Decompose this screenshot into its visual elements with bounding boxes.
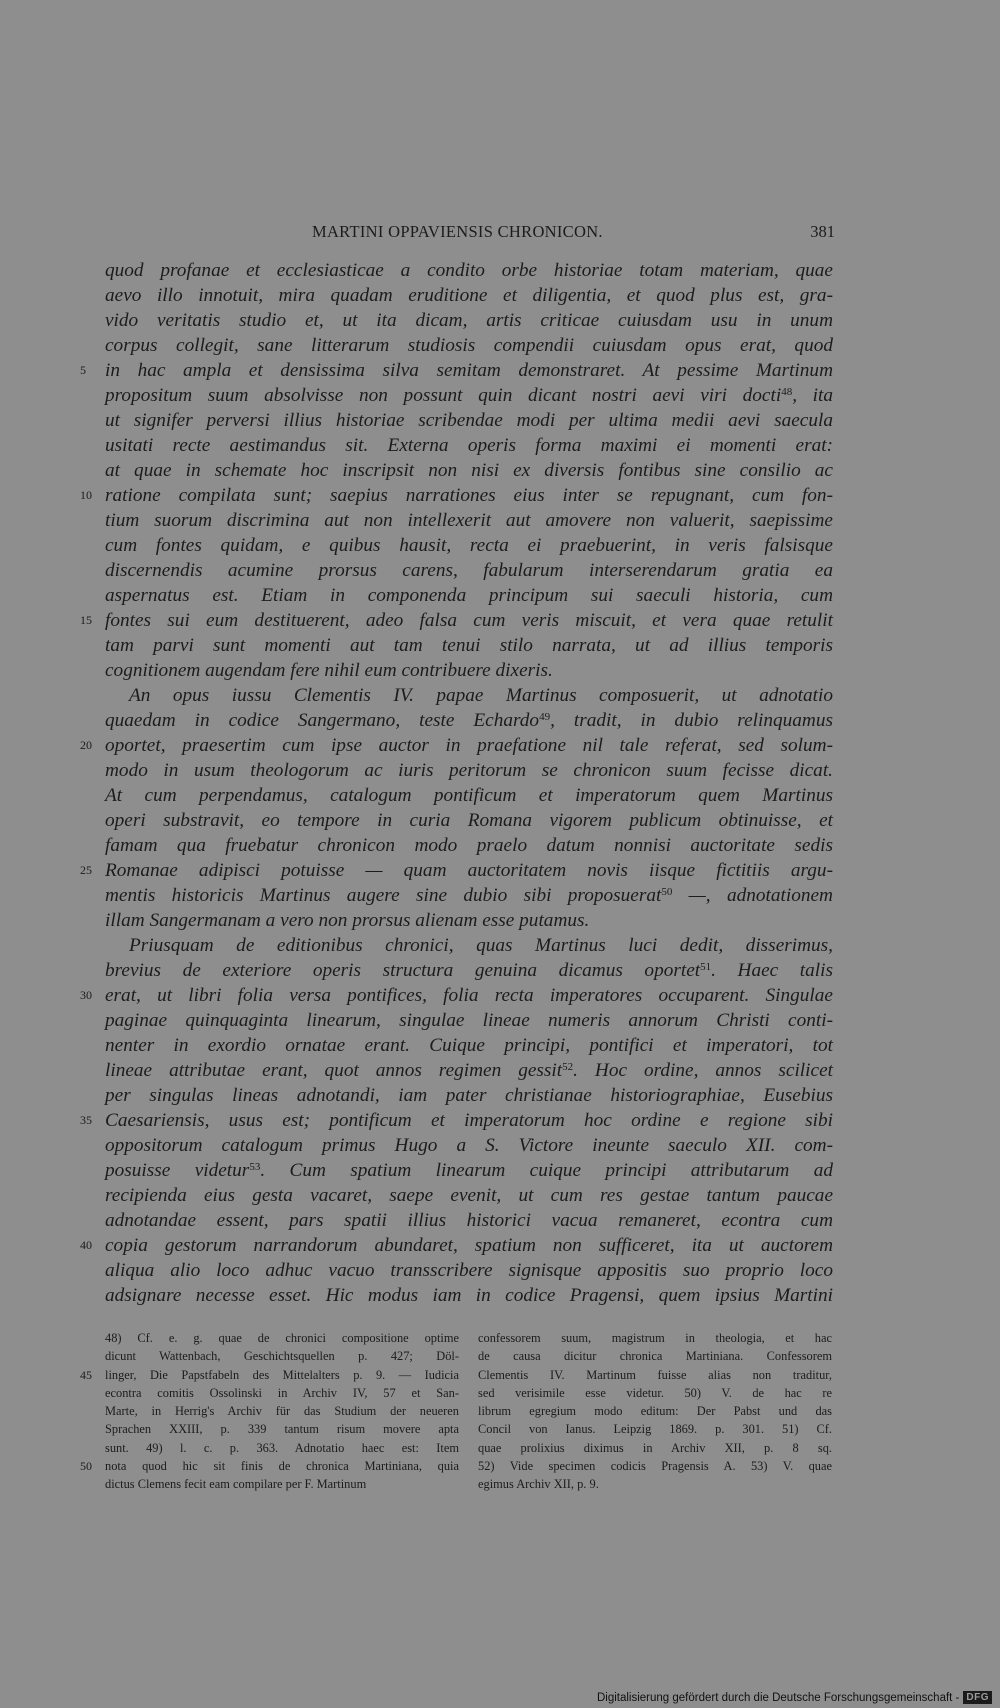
running-header [105,222,835,246]
line-text: confessorem suum, magistrum in theologia, et hac [478,1331,832,1345]
footnote-ref: 50 [661,886,673,898]
line-text: At cum perpendamus, catalogum pontificum et imperatorum quem Martinus [105,785,833,806]
line-text: aspernatus est. Etiam in componenda principum sui saeculi historia, cum [105,585,833,606]
line-text-cont: , tradit, in dubio relinquamus [550,710,833,731]
line-text: de causa dicitur chronica Martiniana. Confessorem [478,1349,832,1364]
text-line [80,733,833,758]
text-line [105,533,833,558]
line-text: illam Sangermanam a vero non prorsus alienam esse putamus. [105,910,590,931]
line-text: Romanae adipisci potuisse — quam auctoritatem novis iisque fictitiis argu- [105,860,833,881]
footnote-line [105,1347,459,1365]
text-line [105,258,833,283]
footnote-line [478,1384,832,1402]
line-text: oportet, praesertim cum ipse auctor in praefatione nil tale referat, sed solum- [105,735,833,756]
text-line [105,933,833,958]
line-text-cont: , ita [792,385,833,406]
footnote-line [80,1366,459,1384]
footnote-line [478,1420,832,1438]
line-text-cont: —, adnotationem [672,885,833,906]
text-line [80,483,833,508]
text-line [105,308,833,333]
line-text: sed verisimile esse videtur. 50) V. de hac re [478,1385,832,1400]
text-line [105,883,833,908]
line-text: discernendis acumine prorsus carens, fabularum interserendarum gratia ea [105,560,833,581]
line-text: Clementis IV. Martinum fuisse alias non traditur, [478,1367,832,1382]
line-number: 25 [80,863,92,877]
text-line [105,683,833,708]
line-text: Marte, in Herrig's Archiv für das Studium der neueren [105,1404,459,1419]
line-text-cont: . Hoc ordine, annos scilicet [573,1060,833,1081]
line-text: sunt. 49) l. c. p. 363. Adnotatio haec est: Item [105,1440,459,1455]
line-text: adsignare necesse esset. Hic modus iam in codice Pragensi, quem ipsius Martini [105,1285,833,1306]
line-text: nota quod hic sit finis de chronica Martiniana, quia [105,1459,459,1474]
text-line [105,433,833,458]
line-text: erat, ut libri folia versa pontifices, folia recta imperatores occuparent. Singulae [105,985,833,1006]
line-text: famam qua fruebatur chronicon modo praelo datum nonnisi auctoritate sedis [105,835,833,856]
line-text: 48) Cf. e. g. quae de chronici compositione optime [105,1331,459,1345]
line-text: nenter in exordio ornatae erant. Cuique principi, pontifici et imperatori, tot [105,1035,833,1056]
footnotes-right-column [478,1329,832,1494]
line-text: Concil von Ianus. Leipzig 1869. p. 301. 51) Cf. [478,1422,832,1437]
text-line [105,633,833,658]
funding-footer [597,1691,992,1704]
line-number: 35 [80,1113,92,1127]
footnotes [80,1329,835,1509]
footnote-ref: 52 [562,1061,574,1073]
footnote-line [478,1457,832,1475]
text-line [80,1233,833,1258]
text-line [105,1283,833,1308]
line-text: per singulas lineas adnotandi, iam pater christianae historiographiae, Eusebius [105,1085,833,1106]
text-line [80,858,833,883]
footnote-line [478,1439,832,1457]
line-text: aevo illo innotuit, mira quadam eruditione et diligentia, et quod plus est, gra- [105,285,833,306]
line-text: operi substravit, eo tempore in curia Romana vigorem publicum obtinuisse, et [105,810,833,831]
line-text: adnotandae essent, pars spatii illius historici vacua remaneret, econtra cum [105,1210,833,1231]
line-text: Sprachen XXIII, p. 339 tantum risum movere apta [105,1422,459,1437]
footnote-line [478,1366,832,1384]
text-line [105,1033,833,1058]
footnote-line [105,1329,459,1347]
line-text: Priusquam de editionibus chronici, quas Martinus luci dedit, disserimus, [129,935,833,956]
line-text: dictus Clemens fecit eam compilare per F. Martinum [105,1477,367,1492]
line-number: 20 [80,738,92,752]
line-text: oppositorum catalogum primus Hugo a S. Victore ineunte saeculo XII. com- [105,1135,833,1156]
line-text: ratione compilata sunt; saepius narrationes eius inter se repugnant, cum fon- [105,485,833,506]
line-text: tium suorum discrimina aut non intellexerit aut amovere non valuerit, saepissime [105,510,833,531]
line-text-cont: . Cum spatium linearum cuique principi attributarum ad [260,1160,833,1181]
footnote-ref: 51 [700,961,712,973]
main-text [80,258,833,1308]
footnote-line [105,1439,459,1457]
line-text: cum fontes quidam, e quibus hausit, recta ei praebuerint, in veris falsisque [105,535,833,556]
line-text: paginae quinquaginta linearum, singulae lineae numeris annorum Christi conti- [105,1010,833,1031]
line-number: 15 [80,613,92,627]
text-line [105,1008,833,1033]
footnote-ref: 49 [539,711,551,723]
footnote-ref: 53 [249,1161,261,1173]
line-text: modo in usum theologorum ac iuris peritorum se chronicon suum fecisse dicat. [105,760,833,781]
text-line [105,833,833,858]
line-text-cont: . Haec talis [711,960,833,981]
line-text: aliqua alio loco adhuc vacuo transscribere signisque appositis suo proprio loco [105,1260,833,1281]
text-line [105,408,833,433]
line-number: 5 [80,363,86,377]
funding-text: Digitalisierung gefördert durch die Deutsche Forschungsgemeinschaft - [596,1691,960,1704]
line-text: quaedam in codice Sangermano, teste Echardo [105,710,540,731]
footnote-line [478,1402,832,1420]
line-text: copia gestorum narrandorum abundaret, spatium non sufficeret, ita ut auctorem [105,1235,833,1256]
text-line [80,983,833,1008]
line-text: lineae attributae erant, quot annos regimen gessit [105,1060,563,1081]
line-text: recipienda eius gesta vacaret, saepe evenit, ut cum res gestae tantum paucae [105,1185,833,1206]
footnote-line [105,1384,459,1402]
line-text: egimus Archiv XII, p. 9. [478,1477,599,1492]
line-text: vido veritatis studio et, ut ita dicam, artis criticae cuiusdam usu in unum [105,310,833,331]
line-text: at quae in schemate hoc inscripsit non nisi ex diversis fontibus sine consilio ac [105,460,833,481]
text-line [105,1208,833,1233]
line-text: librum egregium modo editum: Der Pabst und das [478,1404,832,1419]
line-text: 52) Vide specimen codicis Pragensis A. 53) V. quae [478,1459,832,1474]
line-text: in hac ampla et densissima silva semitam demonstraret. At pessime Martinum [105,360,833,381]
footnote-line [105,1475,459,1493]
text-line [105,908,833,933]
text-line [105,383,833,408]
line-text: mentis historicis Martinus augere sine dubio sibi proposuerat [105,885,662,906]
line-text: posuisse videtur [105,1160,250,1181]
text-line [105,1158,833,1183]
text-line [105,783,833,808]
line-text: linger, Die Papstfabeln des Mittelalters p. 9. — Iudicia [105,1367,459,1382]
line-text: dicunt Wattenbach, Geschichtsquellen p. 427; Döl- [105,1349,459,1364]
line-text: usitati recte aestimandus sit. Externa operis forma maximi ei momenti erat: [105,435,833,456]
text-line [80,1108,833,1133]
line-text: propositum suum absolvisse non possunt quin dicant nostri aevi viri docti [105,385,782,406]
text-line [105,283,833,308]
text-line [80,608,833,633]
line-text: quod profanae et ecclesiasticae a condito orbe historiae totam materiam, quae [105,260,833,281]
text-line [105,1133,833,1158]
line-text: brevius de exteriore operis structura genuina dicamus oportet [105,960,701,981]
text-line [105,1183,833,1208]
line-text: Caesariensis, usus est; pontificum et imperatorum hoc ordine e regione sibi [105,1110,833,1131]
line-number: 40 [80,1238,92,1252]
line-number: 50 [80,1459,92,1474]
line-text: ut signifer perversi illius historiae scribendae modi per ultima medii aevi saecula [105,410,833,431]
text-line [105,708,833,733]
line-text: cognitionem augendam fere nihil eum contribuere dixeris. [105,660,553,681]
text-line [105,808,833,833]
page-number: 381 [810,222,835,241]
text-line [105,333,833,358]
text-line [105,558,833,583]
text-line [105,758,833,783]
text-line [105,458,833,483]
text-line [80,358,833,383]
footnote-line [105,1402,459,1420]
line-text: An opus iussu Clementis IV. papae Martinus composuerit, ut adnotatio [129,685,833,706]
line-text: fontes sui eum destituerent, adeo falsa cum veris miscuit, et vera quae retulit [105,610,833,631]
line-text: quae prolixius diximus in Archiv XII, p. 8 sq. [478,1440,832,1455]
text-line [105,1083,833,1108]
footnote-line [80,1457,459,1475]
line-number: 45 [80,1367,92,1382]
line-text: corpus collegit, sane litterarum studiosis compendii cuiusdam opus erat, quod [105,335,833,356]
footnote-line [478,1329,832,1347]
footnote-line [105,1420,459,1438]
dfg-logo: DFG [963,1691,992,1704]
line-number: 30 [80,988,92,1002]
line-text: tam parvi sunt momenti aut tam tenui stilo narrata, ut ad illius temporis [105,635,833,656]
text-line [105,583,833,608]
text-line [105,1058,833,1083]
line-number: 10 [80,488,92,502]
line-text: econtra comitis Ossolinski in Archiv IV, 57 et San- [105,1385,459,1400]
text-line [105,508,833,533]
running-title: MARTINI OPPAVIENSIS CHRONICON. [312,222,603,241]
footnote-line [478,1475,832,1493]
footnote-line [478,1347,832,1365]
footnotes-left-column [80,1329,459,1494]
footnote-ref: 48 [781,386,793,398]
text-line [105,1258,833,1283]
text-line [105,658,833,683]
text-line [105,958,833,983]
